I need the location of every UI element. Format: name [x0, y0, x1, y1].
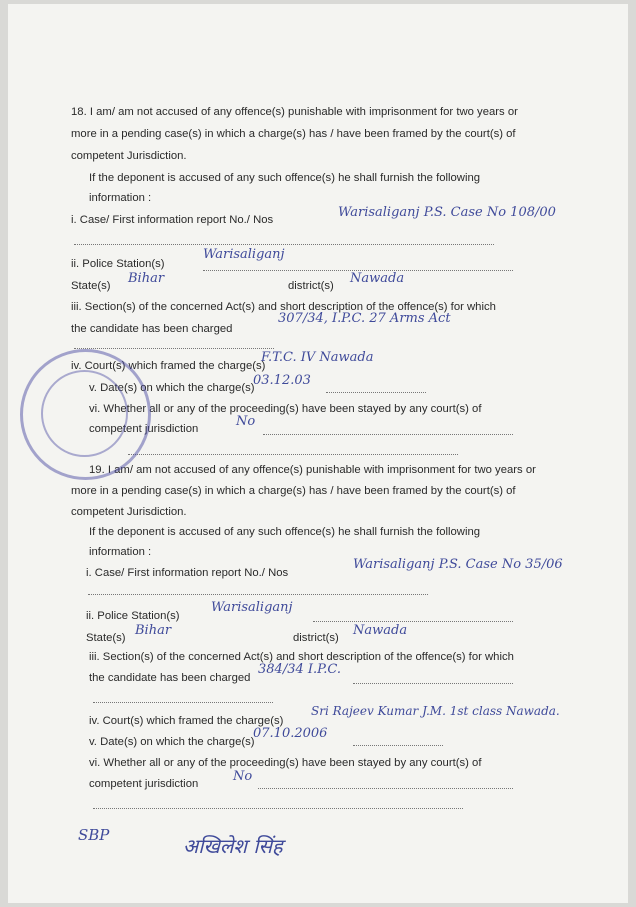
- s19-date-dotline: [353, 745, 443, 746]
- s18-state-label: State(s): [71, 280, 111, 292]
- document-page: [8, 4, 628, 903]
- s19-section-label2: the candidate has been charged: [89, 672, 251, 684]
- s19-blank-dotline: [93, 808, 463, 809]
- s18-section-value: 307/34, I.P.C. 27 Arms Act: [278, 311, 451, 326]
- s18-court-value: F.T.C. IV Nawada: [261, 350, 374, 365]
- initials-handwritten: SBP: [78, 826, 110, 844]
- s18-court-label: iv. Court(s) which framed the charge(s): [71, 360, 266, 372]
- s19-stay-dotline: [258, 788, 513, 789]
- s18-para-line5: information :: [89, 192, 152, 204]
- s18-state-value: Bihar: [128, 271, 165, 286]
- s19-para-line1: 19. I am/ am not accused of any offence(s) punishable with imprisonment for two years or: [89, 464, 536, 476]
- s18-case-label: i. Case/ First information report No./ Nos: [71, 214, 274, 226]
- s19-stay-label2: competent jurisdiction: [89, 778, 199, 790]
- s19-para-line3: competent Jurisdiction.: [71, 506, 187, 518]
- s18-district-value: Nawada: [350, 271, 405, 286]
- s18-date-dotline: [326, 392, 426, 393]
- s19-district-value: Nawada: [353, 623, 408, 638]
- s18-stay-dotline: [263, 434, 513, 435]
- s18-stay-label2: competent jurisdiction: [89, 423, 199, 435]
- s18-case-value: Warisaliganj P.S. Case No 108/00: [338, 205, 556, 220]
- s19-para-line2: more in a pending case(s) in which a charge(s) has / have been framed by the court(s) of: [71, 485, 516, 497]
- s18-para-line4: If the deponent is accused of any such offence(s) he shall furnish the following: [89, 172, 481, 184]
- s19-police-label: ii. Police Station(s): [86, 610, 180, 622]
- s19-police-dotline: [313, 621, 513, 622]
- s19-state-value: Bihar: [135, 623, 172, 638]
- s19-date-value: 07.10.2006: [253, 726, 328, 741]
- s19-date-label: v. Date(s) on which the charge(s): [89, 736, 255, 748]
- s18-section-label1: iii. Section(s) of the concerned Act(s) and short description of the offence(s) for which: [71, 301, 496, 313]
- s19-stay-value: No: [233, 769, 253, 784]
- s18-para-line1: 18. I am/ am not accused of any offence(s) punishable with imprisonment for two years or: [71, 106, 518, 118]
- s18-section-label2: the candidate has been charged: [71, 323, 233, 335]
- s18-stay-value: No: [236, 414, 256, 429]
- s19-police-value: Warisaliganj: [211, 600, 293, 615]
- s19-section-label1: iii. Section(s) of the concerned Act(s) and short description of the offence(s) for which: [89, 651, 514, 663]
- s19-case-label: i. Case/ First information report No./ Nos: [86, 567, 289, 579]
- s19-court-label: iv. Court(s) which framed the charge(s): [89, 715, 284, 727]
- s18-date-label: v. Date(s) on which the charge(s): [89, 382, 255, 394]
- official-seal-stamp: [20, 349, 151, 480]
- s19-case-value: Warisaliganj P.S. Case No 35/06: [353, 557, 563, 572]
- s19-stay-label1: vi. Whether all or any of the proceeding(s) have been stayed by any court(s) of: [89, 757, 482, 769]
- s18-section-dotline: [74, 348, 274, 349]
- s19-para-line4: If the deponent is accused of any such offence(s) he shall furnish the following: [89, 526, 481, 538]
- s18-date-value: 03.12.03: [253, 373, 311, 388]
- signature-handwritten: अखिलेश सिंह: [183, 834, 283, 858]
- s19-section-value: 384/34 I.P.C.: [258, 662, 341, 677]
- s18-stay-label1: vi. Whether all or any of the proceeding(s) have been stayed by any court(s) of: [89, 403, 482, 415]
- s18-district-label: district(s): [288, 280, 334, 292]
- s19-para-line5: information :: [89, 546, 152, 558]
- s18-para-line2: more in a pending case(s) in which a charge(s) has / have been framed by the court(s) of: [71, 128, 516, 140]
- s18-police-value: Warisaliganj: [203, 247, 285, 262]
- s19-state-label: State(s): [86, 632, 126, 644]
- s18-blank-dotline: [128, 454, 458, 455]
- s19-section-dotline2: [93, 702, 273, 703]
- s19-section-dotline1: [353, 683, 513, 684]
- s18-case-dotline: [74, 244, 494, 245]
- s18-para-line3: competent Jurisdiction.: [71, 150, 187, 162]
- s19-court-value: Sri Rajeev Kumar J.M. 1st class Nawada.: [311, 704, 560, 718]
- s19-district-label: district(s): [293, 632, 339, 644]
- s19-case-dotline: [88, 594, 428, 595]
- s18-police-label: ii. Police Station(s): [71, 258, 165, 270]
